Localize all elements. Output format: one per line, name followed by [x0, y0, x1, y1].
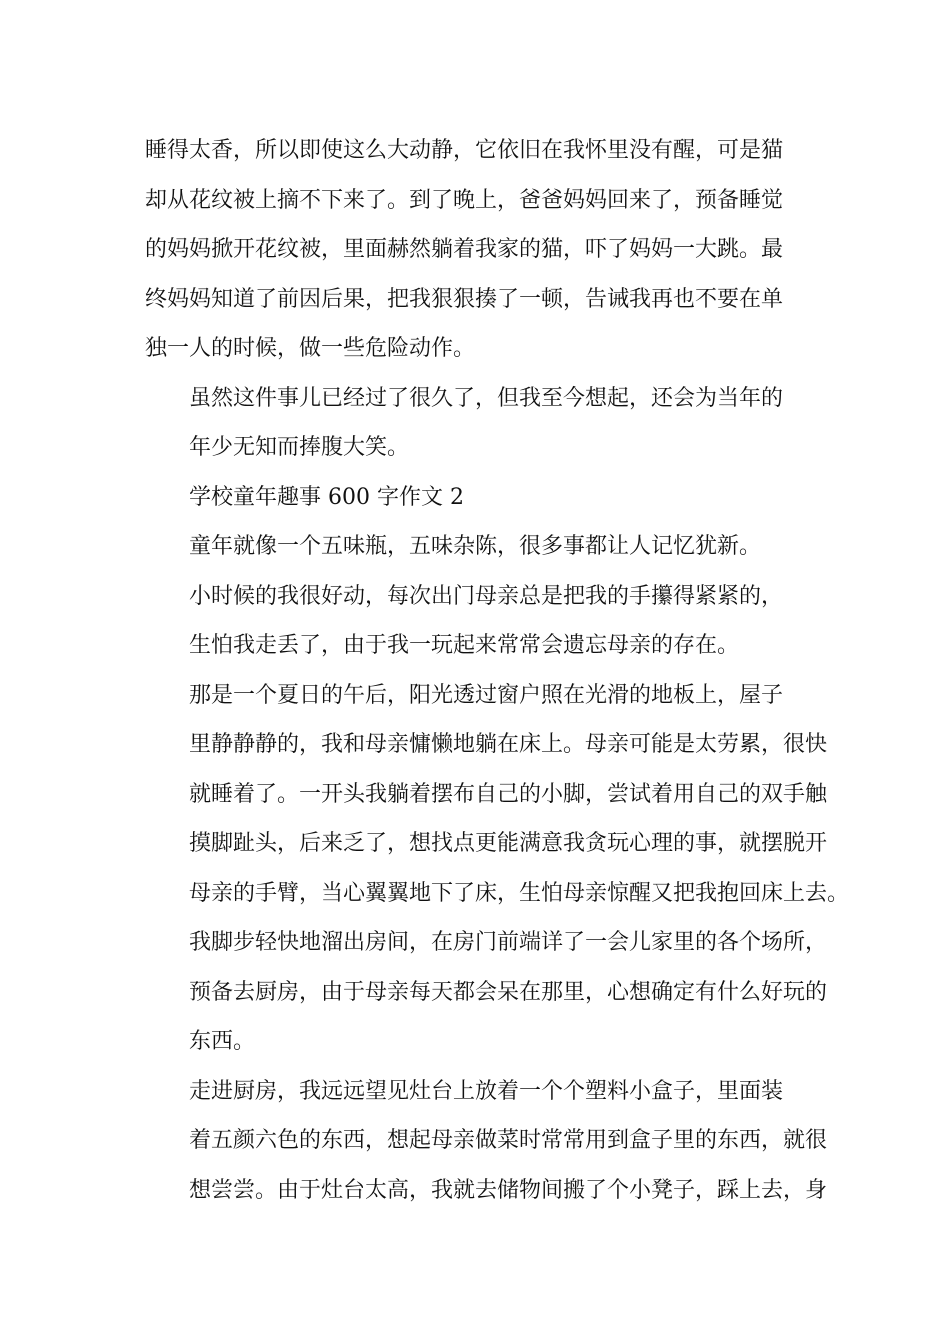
text-line: 年少无知而捧腹大笑。 [189, 435, 410, 460]
paragraph [145, 1067, 828, 1216]
text-line: 就睡着了。一开头我躺着摆布自己的小脚，尝试着用自己的双手触 [189, 781, 828, 807]
paragraph [145, 671, 850, 1067]
text-line: 摸脚趾头，后来乏了，想找点更能满意我贪玩心理的事，就摆脱开 [189, 831, 828, 856]
text-line: 学校童年趣事 600 字作文 2 [189, 484, 464, 510]
text-line: 里静静静的，我和母亲慵懒地躺在床上。母亲可能是太劳累，很快 [189, 732, 828, 757]
text-line: 母亲的手臂，当心翼翼地下了床，生怕母亲惊醒又把我抱回床上去。 [189, 880, 850, 906]
text-line: 独一人的时候，做一些危险动作。 [145, 336, 476, 361]
text-line: 睡得太香，所以即使这么大动静，它依旧在我怀里没有醒，可是猫 [145, 138, 784, 163]
text-line: 那是一个夏日的午后，阳光透过窗户照在光滑的地板上，屋子 [189, 682, 784, 708]
text-line: 我脚步轻快地溜出房间，在房门前端详了一会儿家里的各个场所， [189, 930, 828, 955]
paragraph [145, 522, 810, 572]
paragraph [145, 374, 810, 473]
text-line: 虽然这件事儿已经过了很久了，但我至今想起，还会为当年的 [189, 385, 784, 411]
paragraph [145, 126, 810, 374]
text-line: 终妈妈知道了前因后果，把我狠狠揍了一顿，告诫我再也不要在单 [145, 286, 784, 312]
text-line: 的妈妈掀开花纹被，里面赫然躺着我家的猫，吓了妈妈一大跳。最 [145, 237, 784, 262]
text-line: 想尝尝。由于灶台太高，我就去储物间搬了个小凳子，踩上去，身 [189, 1177, 828, 1203]
text-line: 童年就像一个五味瓶，五味杂陈，很多事都让人记忆犹新。 [189, 534, 762, 559]
text-line: 东西。 [189, 1029, 256, 1054]
paragraph [145, 473, 810, 523]
text-line: 生怕我走丢了，由于我一玩起来常常会遗忘母亲的存在。 [189, 633, 740, 658]
document-body [145, 126, 850, 1215]
text-line: 小时候的我很好动，每次出门母亲总是把我的手攥得紧紧的， [189, 583, 784, 609]
text-line: 却从花纹被上摘不下来了。到了晚上，爸爸妈妈回来了，预备睡觉 [145, 187, 784, 213]
text-line: 着五颜六色的东西，想起母亲做菜时常常用到盒子里的东西，就很 [189, 1128, 828, 1153]
text-line: 走进厨房，我远远望见灶台上放着一个个塑料小盒子，里面装 [189, 1078, 784, 1104]
paragraph [145, 572, 810, 671]
text-line: 预备去厨房，由于母亲每天都会呆在那里，心想确定有什么好玩的 [189, 979, 828, 1005]
